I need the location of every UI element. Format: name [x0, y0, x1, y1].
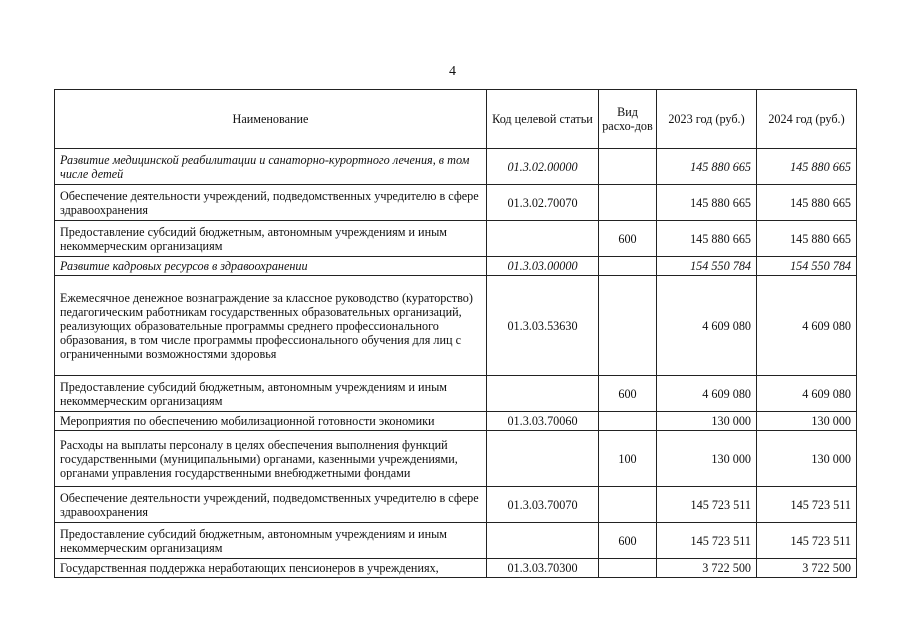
cell-2023: 3 722 500	[657, 559, 757, 578]
cell-2024: 154 550 784	[757, 257, 857, 276]
cell-vid: 600	[599, 376, 657, 412]
header-2023: 2023 год (руб.)	[657, 90, 757, 149]
cell-name: Государственная поддержка неработающих пенсионеров в учреждениях,	[55, 559, 487, 578]
cell-vid: 600	[599, 523, 657, 559]
cell-code: 01.3.03.00000	[487, 257, 599, 276]
cell-vid: 100	[599, 431, 657, 487]
cell-2023: 145 880 665	[657, 221, 757, 257]
cell-vid	[599, 559, 657, 578]
cell-name: Предоставление субсидий бюджетным, автономным учреждениям и иным некоммерческим организациям	[55, 376, 487, 412]
cell-2023: 130 000	[657, 412, 757, 431]
cell-code: 01.3.03.53630	[487, 276, 599, 376]
cell-name: Развитие медицинской реабилитации и санаторно-курортного лечения, в том числе детей	[55, 149, 487, 185]
table-row	[55, 221, 857, 257]
header-name: Наименование	[55, 90, 487, 149]
cell-2023: 154 550 784	[657, 257, 757, 276]
cell-name: Предоставление субсидий бюджетным, автономным учреждениям и иным некоммерческим организациям	[55, 523, 487, 559]
cell-name: Мероприятия по обеспечению мобилизационной готовности экономики	[55, 412, 487, 431]
cell-code: 01.3.02.70070	[487, 185, 599, 221]
cell-2024: 145 880 665	[757, 221, 857, 257]
cell-name: Обеспечение деятельности учреждений, подведомственных учредителю в сфере здравоохранения	[55, 185, 487, 221]
header-vid: Вид расхо-дов	[599, 90, 657, 149]
cell-name: Расходы на выплаты персоналу в целях обеспечения выполнения функций государственными (муниципальными) органами, казенными учреждениями, органами управления государственными внебюджетными фондами	[55, 431, 487, 487]
cell-2024: 130 000	[757, 412, 857, 431]
cell-name: Обеспечение деятельности учреждений, подведомственных учредителю в сфере здравоохранения	[55, 487, 487, 523]
header-code: Код целевой статьи	[487, 90, 599, 149]
cell-2024: 4 609 080	[757, 276, 857, 376]
budget-table	[54, 89, 857, 578]
header-2024: 2024 год (руб.)	[757, 90, 857, 149]
header-row	[55, 90, 857, 149]
cell-2023: 130 000	[657, 431, 757, 487]
cell-vid	[599, 487, 657, 523]
cell-2023: 145 723 511	[657, 487, 757, 523]
cell-2023: 145 880 665	[657, 185, 757, 221]
cell-2024: 4 609 080	[757, 376, 857, 412]
table-row	[55, 523, 857, 559]
cell-2023: 145 880 665	[657, 149, 757, 185]
table-row	[55, 149, 857, 185]
cell-2023: 4 609 080	[657, 276, 757, 376]
cell-vid	[599, 257, 657, 276]
table-row	[55, 276, 857, 376]
cell-code: 01.3.03.70070	[487, 487, 599, 523]
table-row	[55, 431, 857, 487]
table-header	[55, 90, 857, 149]
cell-vid	[599, 185, 657, 221]
table-row	[55, 257, 857, 276]
table-row	[55, 185, 857, 221]
cell-code: 01.3.03.70300	[487, 559, 599, 578]
page-number: 4	[449, 64, 456, 79]
cell-code	[487, 221, 599, 257]
cell-name: Ежемесячное денежное вознаграждение за классное руководство (кураторство) педагогическим работникам государственных образовательных организаций, реализующих образовательные программы среднего профессионального образования, в том числе программы профессионального обучения для лиц с ограниченными возможностями здоровья	[55, 276, 487, 376]
cell-2024: 130 000	[757, 431, 857, 487]
cell-name: Развитие кадровых ресурсов в здравоохранении	[55, 257, 487, 276]
cell-2023: 4 609 080	[657, 376, 757, 412]
table-row	[55, 487, 857, 523]
cell-2023: 145 723 511	[657, 523, 757, 559]
cell-2024: 3 722 500	[757, 559, 857, 578]
table-row	[55, 376, 857, 412]
cell-2024: 145 880 665	[757, 149, 857, 185]
table-row	[55, 412, 857, 431]
cell-2024: 145 723 511	[757, 523, 857, 559]
cell-2024: 145 723 511	[757, 487, 857, 523]
cell-vid: 600	[599, 221, 657, 257]
cell-code: 01.3.03.70060	[487, 412, 599, 431]
cell-2024: 145 880 665	[757, 185, 857, 221]
cell-vid	[599, 276, 657, 376]
cell-vid	[599, 412, 657, 431]
cell-code	[487, 431, 599, 487]
cell-code	[487, 523, 599, 559]
cell-code: 01.3.02.00000	[487, 149, 599, 185]
cell-name: Предоставление субсидий бюджетным, автономным учреждениям и иным некоммерческим организациям	[55, 221, 487, 257]
cell-code	[487, 376, 599, 412]
table-body	[55, 149, 857, 578]
table-row	[55, 559, 857, 578]
cell-vid	[599, 149, 657, 185]
